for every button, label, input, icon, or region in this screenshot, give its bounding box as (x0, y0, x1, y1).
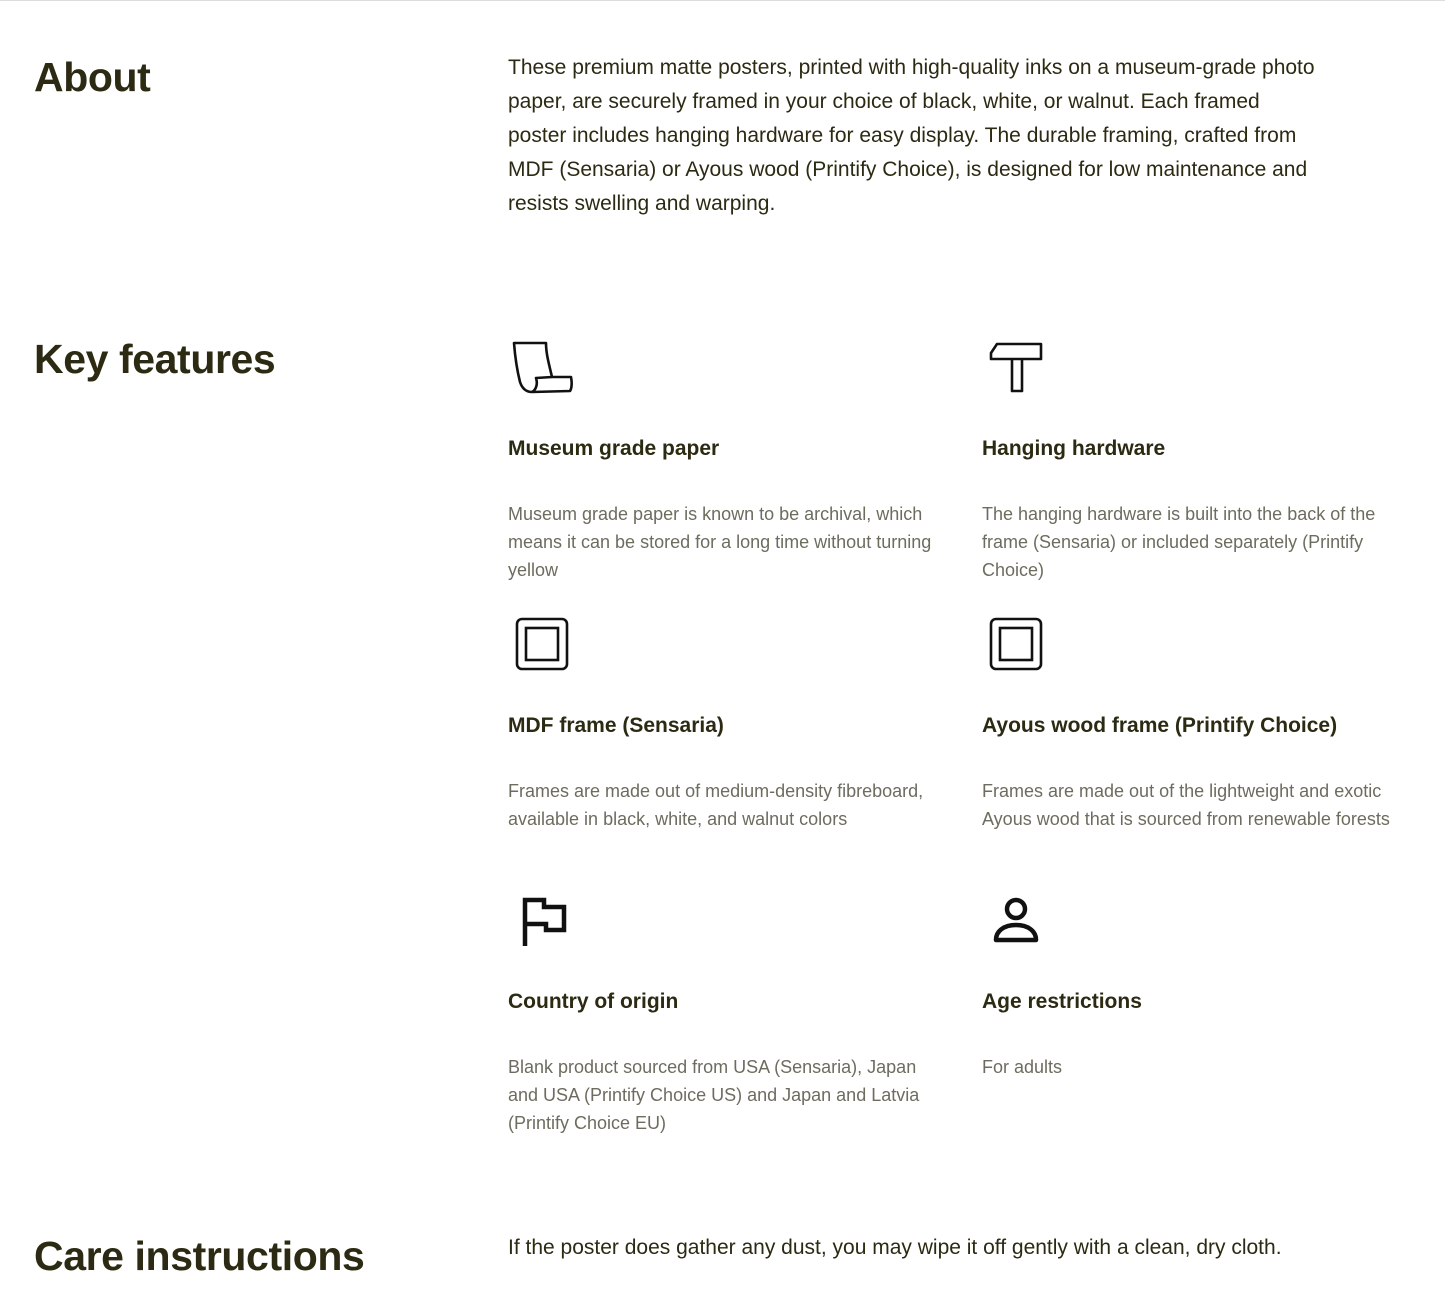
care-instructions-text: If the poster does gather any dust, you may wipe it off gently with a clean, dry cloth. (508, 1236, 1282, 1259)
feature-title: Hanging hardware (982, 437, 1166, 460)
hammer-icon (982, 340, 1054, 404)
feature-description: Frames are made out of medium-density fibreboard, available in black, white, and walnut colors (508, 781, 924, 829)
feature-description: For adults (982, 1057, 1063, 1077)
care-instructions-heading: Care instructions (34, 1233, 365, 1279)
about-heading: About (34, 54, 151, 100)
frame-icon (508, 617, 580, 681)
about-description: These premium matte posters, printed with high-quality inks on a museum-grade photo paper, are securely framed in your choice of black, white, or walnut. Each framed poster includes hanging hardware for easy display. The durable framing, crafted from MDF (Sensaria) or Ayous wood (Printify Choice), is designed for low maintenance and resists swelling and warping. (508, 56, 1315, 215)
feature-title: Ayous wood frame (Printify Choice) (982, 714, 1338, 737)
feature-description: Frames are made out of the lightweight and exotic Ayous wood that is sourced from renewable forests (982, 781, 1390, 829)
person-icon (982, 893, 1054, 957)
feature-title: MDF frame (Sensaria) (508, 714, 724, 737)
key-features-heading: Key features (34, 336, 276, 382)
feature-description: Museum grade paper is known to be archival, which means it can be stored for a long time without turning yellow (508, 504, 932, 580)
top-divider (0, 0, 1445, 1)
feature-title: Age restrictions (982, 990, 1142, 1013)
feature-title: Country of origin (508, 990, 679, 1013)
paper-icon (508, 340, 580, 404)
flag-icon (508, 893, 580, 957)
feature-description: Blank product sourced from USA (Sensaria), Japan and USA (Printify Choice US) and Japan and Latvia (Printify Choice EU) (508, 1057, 920, 1133)
frame-icon (982, 617, 1054, 681)
feature-title: Museum grade paper (508, 437, 720, 460)
feature-description: The hanging hardware is built into the back of the frame (Sensaria) or included separately (Printify Choice) (982, 504, 1376, 580)
